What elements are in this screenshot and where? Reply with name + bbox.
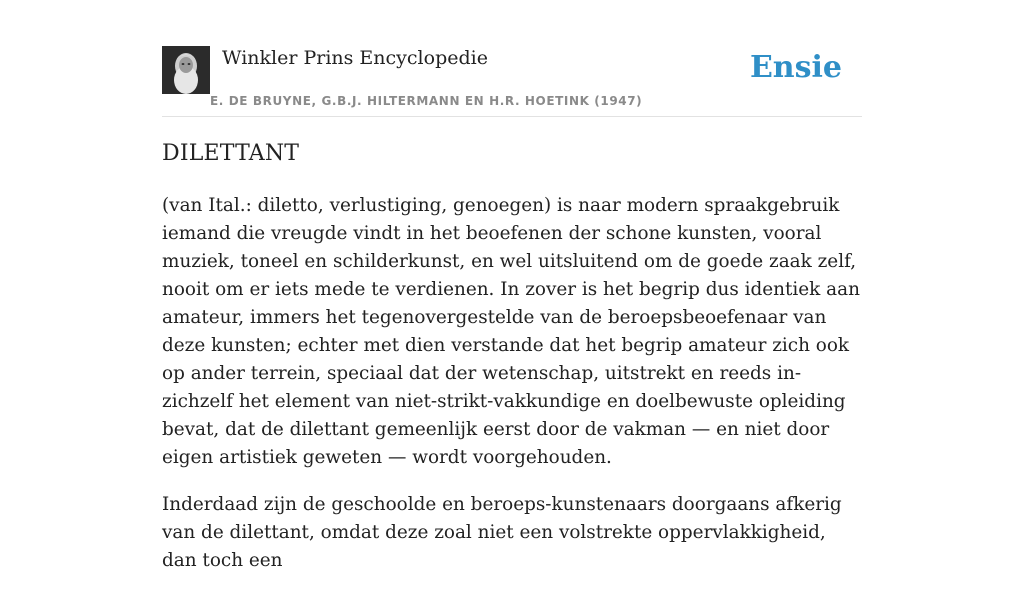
authors-line: E. DE BRUYNE, G.B.J. HILTERMANN EN H.R. HOETINK (1947) bbox=[210, 94, 643, 108]
paragraph-1: (van Ital.: diletto, verlustiging, genoegen) is naar modern spraakgebruik iemand die vreugde vindt in het beoefenen der schone kunsten, vooral muziek, toneel en schilderkunst, en wel uitsluitend om de goede zaak zelf, nooit om er iets mede te verdienen. In zover is het begrip dus identiek aan amateur, immers het tegenovergestelde van de beroepsbeoefenaar van deze kunsten; echter met dien verstande dat het begrip amateur zich ook op ander terrein, speciaal dat der wetenschap, uitstrekt en reeds in-zichzelf het element van niet-strikt-vakkundige en doelbewuste opleiding bevat, dat de dilettant gemeenlijk eerst door de vakman — en niet door eigen artistiek geweten — wordt voorgehouden. bbox=[162, 195, 860, 468]
page-title: DILETTANT bbox=[162, 141, 300, 166]
entry-body bbox=[162, 192, 862, 594]
ensie-logo[interactable]: Ensie bbox=[749, 50, 842, 85]
author-avatar[interactable] bbox=[162, 46, 210, 94]
paragraph-2: Inderdaad zijn de geschoolde en beroeps-kunstenaars doorgaans afkerig van de dilettant, omdat deze zoal niet een volstrekte oppervlakkigheid, dan toch een bbox=[162, 494, 842, 571]
site-header bbox=[162, 46, 862, 117]
book-title-link[interactable]: Winkler Prins Encyclopedie bbox=[222, 47, 488, 69]
author-portrait-icon bbox=[162, 46, 210, 94]
